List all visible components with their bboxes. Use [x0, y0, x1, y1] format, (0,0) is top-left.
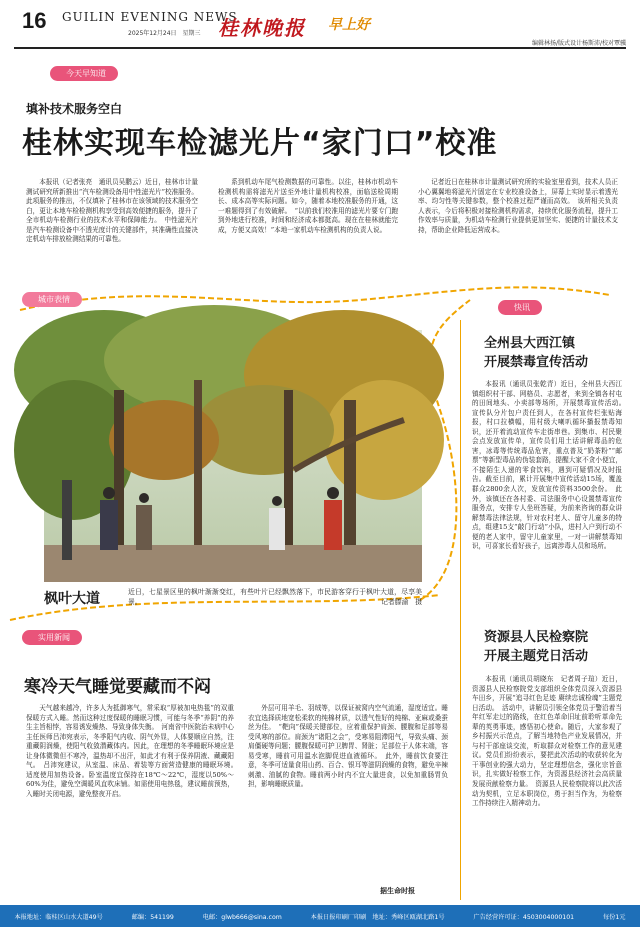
column-divider	[460, 320, 461, 900]
brief2-title-line1: 资源县人民检察院	[484, 630, 589, 645]
editors-line: 编辑林扬/版式设计杨斯沛/校对覃骥	[531, 40, 626, 47]
footer-ad-license: 广告经营许可证：4503004000101	[473, 913, 575, 921]
section-tag-kuaixun: 快讯	[498, 300, 542, 315]
section-tag-today: 今天早知道	[50, 66, 118, 81]
maple-avenue-photo	[44, 330, 422, 582]
photo-credit: 记者滕渝 摄	[381, 597, 422, 606]
lead-text-1: 本报讯（记者张亮 通讯员吴鹏云）近日，桂林市计量测试研究所新推出“汽车检测设备用中性滤光片”校准服务。此项服务的推出，不仅填补了桂林市在该领域的技术服务空白，更让本地车检检测机构享受到高效便捷的服务，提升了全市机动车检测行业的技术水平和保障能力。 中性滤光片是汽车检测设备中不透光度计的关键部件，其准确性直接决定机动车排放检测结果的可靠性。	[26, 178, 198, 244]
brief1-text: 本报讯（通讯员张乾青）近日，全州县大西江镇组织村干部、网格员、志愿者，来到全镇各村屯的田间地头、小卖部等场所，开展禁毒宣传活动。 宣传队分片包户责任到人，在各村宣传栏张贴海报，村口拉横幅，用村级大喇叭循环播报禁毒知识，还开着流动宣传车走街串巷。到集市、村民聚会点发放宣传单，宣传员们用土话讲解毒品的危害，冰毒等传统毒品危害，重点普及“奶茶粉”“邮票”等新型毒品的伪装套路，提醒大家不贪小便宜，不接陌生人递的零食饮料，遇到可疑情况及时报告。截至目前，累计开展集中宣传活动15场，覆盖群众2800余人次，发放宣传资料3500余份。 此外，该镇还在各村委、司法服务中心设置禁毒宣传服务点，安排专人坐班答疑，为前来咨询的群众讲解禁毒法律法规，针对农村老人、留守儿童多的特点，组建15支“敲门行动”小队，进村入户到行动不便的老人家中，留守儿童家里，一对一讲解禁毒知识，可喜家长看好孩子，远离涉毒人员和场所。	[472, 380, 629, 551]
lead-text-3: 记者近日在桂林市计量测试研究所的实验室里看到，技术人员正小心翼翼地将滤光片固定在专业校准设备上，屏幕上实时显示着透光率、均匀性等关键参数，整个校准过程严谨而高效。 该所相关负责人表示，今后将积极对接检测机构需求，持续优化服务流程，提升工作效率与质量，为机动车检测行业提供更加坚实、便捷的计量技术支持，帮助企业降低运营成本。	[418, 178, 618, 234]
lead-text-2: 系到机动车尾气检测数据的可靠性。以往，桂林市机动车检测机构需将滤光片送至外地计量机构校准，面临送检周期长、成本高等实际问题。如今，随着本地校准服务的开通，这一难题得到了有效破解。 “以前我们校准用的滤光片要专门跑到外地进行校准，时间和经济成本都挺高。现在在桂林就能完成，方便又高效！”本地一家机动车检测机构的负责人说。	[218, 178, 398, 234]
section-tag-city: 城市表情	[22, 292, 82, 307]
footer-bar	[0, 905, 640, 927]
health-column-1	[26, 704, 241, 900]
brief1-title-line2: 开展禁毒宣传活动	[484, 355, 589, 370]
paper-logo: 桂林晚报	[218, 16, 306, 40]
photo-title: 枫叶大道	[44, 591, 100, 607]
footer-email: 电邮：glwb666@sina.com	[202, 913, 282, 921]
page-number: 16	[22, 8, 47, 33]
health-headline: 寒冷天气睡觉要藏而不闷	[24, 677, 211, 697]
health-column-2	[248, 704, 448, 884]
section-tag-practical: 实用新闻	[22, 630, 82, 645]
photo-caption: 近日，七星景区里的枫叶渐渐变红，有些叶片已经飘然落下，市民游客穿行于枫叶大道，尽享美景。	[128, 588, 422, 606]
brief2-title-line2: 开展主题党日活动	[484, 649, 589, 664]
footer-print: 本报日报印刷厂印刷 地址：秀峰区瓯湖北路1号	[310, 913, 445, 921]
paper-motto: 早上好	[328, 17, 370, 33]
brief2-body	[472, 675, 622, 895]
header-rule	[14, 47, 626, 49]
health-text-2: 外层可用羊毛、羽绒等，以保证被窝内空气流通，湿度适宜。睡衣宜选择质地宽松柔软的纯棉材质，以透气性好的纯棉、亚麻或桑蚕丝为佳。 “靶向”保暖关键部位，应着重保护肩颈、腰腹和足部等易受风寒的部位。肩颈为“诸阳之会”，受寒易阻滞阳气，导致头痛、颈肩僵硬等问题；腰腹保暖可护卫脾胃、肾脏；足部位于人体末端，容易受寒，睡前可用温水泡脚促进血液循环。 此外，睡前饮食要注意，冬季可适量食用山药、百合、银耳等滋阴润燥的食物，避免辛辣刺激、油腻的食物。睡前两小时内不宜大量进食，以免加重肠胃负担，影响睡眠质量。	[248, 704, 448, 789]
footer-address: 本报地址：临桂区山水大道49号	[14, 913, 103, 921]
maple-photo-illustration	[44, 330, 422, 582]
health-credit: 据生命时报	[380, 887, 415, 895]
brief2-text: 本报讯（通讯员胡晓东 记者周子瑄）近日，资源县人民检察院党支部组织全体党员深入资源县车田乡，开展“追寻红色足迹 赓续忠诚检魂”主题党日活动。 活动中，讲解员引领全体党员于警沿着当年红军走过的路线，在红色革命旧址前聆听革命先辈的英勇事迹，感悟初心使命。随后，大家参观了乡村振兴示范点，了解当地特色产业发展情况，并与村干部座谈交流，听取群众对检察工作的意见建议。党员们纷纷表示，要把此次活动的收获转化为干事创业的强大动力，坚定理想信念，强化宗旨意识，扎实做好检察工作，为资源县经济社会高质量发展贡献检察力量。 资源县人民检察院将以此次活动为契机，立足本职岗位，勇于担当作为，为检察工作持续注入精神动力。	[472, 675, 622, 808]
lead-kicker: 填补技术服务空白	[26, 102, 123, 116]
issue-date: 2025年12月24日 星期三	[128, 30, 201, 37]
paper-name-en: GUILIN EVENING NEWS	[62, 10, 238, 24]
brief1-body	[472, 380, 629, 606]
footer-post: 邮编：541199	[131, 913, 174, 921]
brief1-title-line1: 全州县大西江镇	[484, 336, 576, 351]
footer-price: 每份1元	[603, 913, 626, 921]
health-text-1: 天气越来越冷，许多人为抵御寒气，常采取“厚被加电热毯”的双重保暖方式入睡。然而这种过度保暖的睡眠习惯，可能与冬季“养阴”的养生主旨相悖，容易诱发燥热、导致身体失衡。 河南省中医院治未病中心主任医师吕沛宛表示，冬季阳气内收、阴气外显，人体要顺应自然，注重藏阴润燥，使阳气收敛潜藏体内。因此，在理想的冬季睡眠环境应是让身体微微但不寒冷，温热却不出汗，如此才有利于保养阴液、藏藏阳气。 吕沛宛建议，从室温、床品、着装等方面营造健康的睡眠环境。 适度使用加热设备。卧室温度宜保持在18℃～22℃，湿度以50%～60%为佳，避免空调暖风直吹床铺。如需使用电热毯，建议睡前预热，入睡时关闭电源，避免整夜开启。	[26, 704, 241, 798]
lead-headline: 桂林实现车检滤光片“家门口”校准	[22, 126, 498, 161]
photo-caption-block	[128, 588, 422, 610]
